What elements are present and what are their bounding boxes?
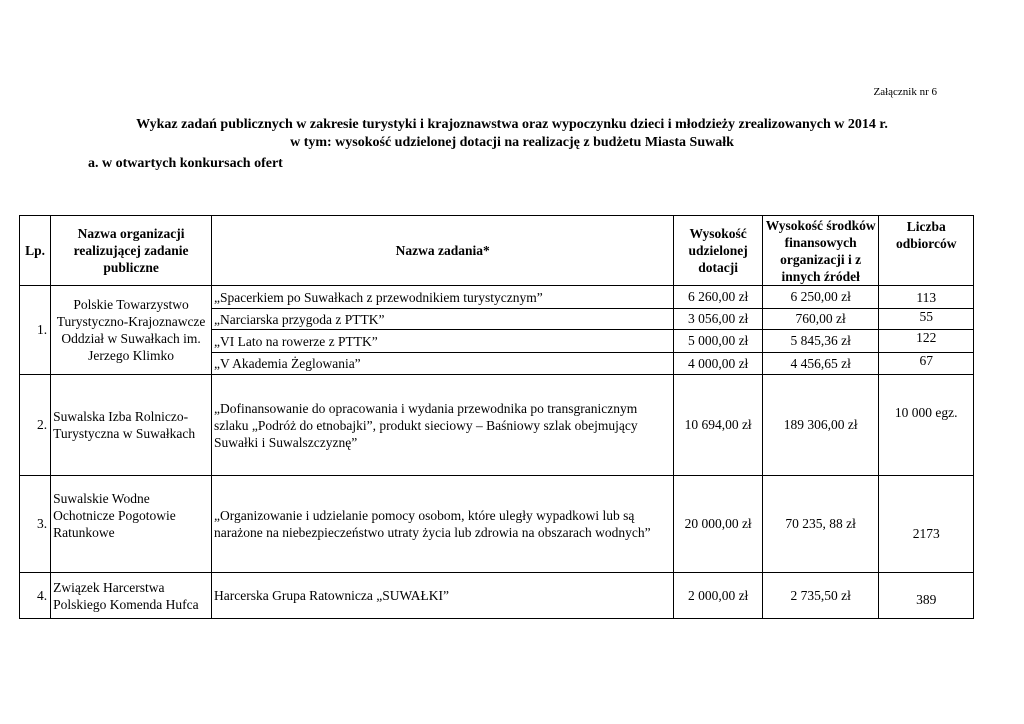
row-grant-amount: 2 000,00 zł: [674, 573, 762, 619]
row-recipients: 55: [879, 309, 974, 330]
row-other-funds: 6 250,00 zł: [762, 286, 879, 309]
row-grant-amount: 10 694,00 zł: [674, 375, 762, 476]
row-other-funds: 5 845,36 zł: [762, 330, 879, 353]
table-row: [20, 573, 974, 619]
row-recipients: 67: [879, 353, 974, 375]
title-line-2: w tym: wysokość udzielonej dotacji na realizację z budżetu Miasta Suwałk: [290, 135, 734, 150]
row-other-funds: 189 306,00 zł: [762, 375, 879, 476]
row-lp: 2.: [20, 375, 51, 476]
header-other-funds: Wysokość środków finansowych organizacji i z innych źródeł: [762, 216, 879, 286]
row-grant-amount: 20 000,00 zł: [674, 476, 762, 573]
row-task: „Narciarska przygoda z PTTK”: [211, 309, 673, 330]
row-other-funds: 2 735,50 zł: [762, 573, 879, 619]
row-grant-amount: 6 260,00 zł: [674, 286, 762, 309]
row-grant-amount: 4 000,00 zł: [674, 353, 762, 375]
row-other-funds: 70 235, 88 zł: [762, 476, 879, 573]
row-other-funds: 760,00 zł: [762, 309, 879, 330]
row-grant-amount: 5 000,00 zł: [674, 330, 762, 353]
section-heading: a. w otwartych konkursach ofert: [88, 156, 283, 171]
header-organization: Nazwa organizacji realizującej zadanie publiczne: [51, 216, 212, 286]
row-recipients: 113: [879, 286, 974, 309]
document-title: [0, 116, 1024, 152]
table-header-row: [20, 216, 974, 286]
title-line-1: Wykaz zadań publicznych w zakresie turystyki i krajoznawstwa oraz wypoczynku dzieci i młodzieży zrealizowanych w 2014 r.: [136, 117, 888, 132]
row-recipients: 2173: [879, 476, 974, 573]
row-task: „Spacerkiem po Suwałkach z przewodnikiem turystycznym”: [211, 286, 673, 309]
row-recipients: 122: [879, 330, 974, 353]
row-grant-amount: 3 056,00 zł: [674, 309, 762, 330]
attachment-label: Załącznik nr 6: [873, 86, 937, 98]
row-task: „V Akademia Żeglowania”: [211, 353, 673, 375]
row-lp: 1.: [20, 286, 51, 375]
row-organization: Suwalskie Wodne Ochotnicze Pogotowie Ratunkowe: [51, 476, 212, 573]
table-row: [20, 286, 974, 309]
row-lp: 4.: [20, 573, 51, 619]
row-organization: Związek Harcerstwa Polskiego Komenda Hufca: [51, 573, 212, 619]
row-organization: Suwalska Izba Rolniczo-Turystyczna w Suwałkach: [51, 375, 212, 476]
table-row: [20, 476, 974, 573]
header-task: Nazwa zadania*: [211, 216, 673, 286]
row-recipients: 389: [879, 573, 974, 619]
table-row: [20, 375, 974, 476]
row-task: Harcerska Grupa Ratownicza „SUWAŁKI”: [211, 573, 673, 619]
header-recipients: Liczba odbiorców: [879, 216, 974, 286]
header-grant-amount: Wysokość udzielonej dotacji: [674, 216, 762, 286]
header-lp: Lp.: [20, 216, 51, 286]
row-recipients: 10 000 egz.: [879, 375, 974, 476]
row-task: „Organizowanie i udzielanie pomocy osobom, które uległy wypadkowi lub są narażone na niebezpieczeństwo utraty życia lub zdrowia na obszarach wodnych”: [211, 476, 673, 573]
grants-table: [19, 215, 974, 619]
row-task: „Dofinansowanie do opracowania i wydania przewodnika po transgranicznym szlaku „Podróż do etnobajki”, produkt sieciowy – Baśniowy szlak obejmujący Suwałki i Suwalszczyznę”: [211, 375, 673, 476]
row-organization: Polskie Towarzystwo Turystyczno-Krajoznawcze Oddział w Suwałkach im. Jerzego Klimko: [51, 286, 212, 375]
row-other-funds: 4 456,65 zł: [762, 353, 879, 375]
row-lp: 3.: [20, 476, 51, 573]
row-task: „VI Lato na rowerze z PTTK”: [211, 330, 673, 353]
